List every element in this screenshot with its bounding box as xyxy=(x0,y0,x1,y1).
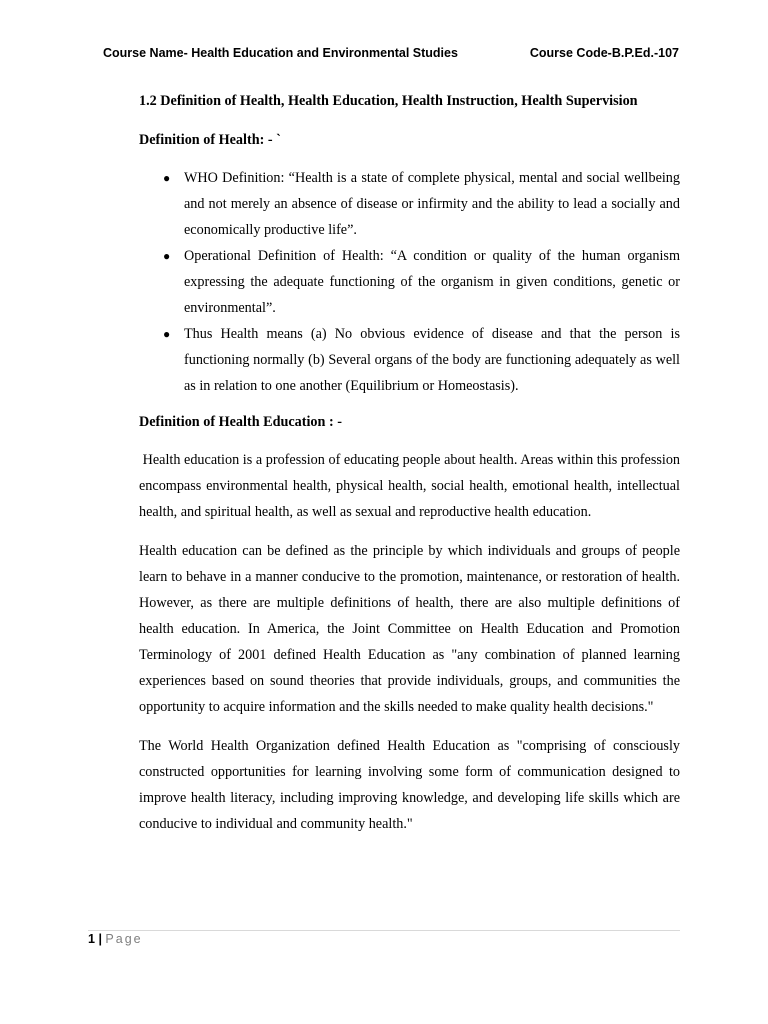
document-body xyxy=(139,88,684,850)
page-footer xyxy=(88,932,143,946)
list-item xyxy=(163,243,680,321)
footer-divider xyxy=(88,930,680,931)
bullet-icon: ● xyxy=(163,327,171,341)
paragraph: Health education can be defined as the principle by which individuals and groups of people learn to behave in a manner conducive to the promotion, maintenance, or restoration of health. However, as there are multiple definitions of health, there are also multiple definitions of health education. In America, the Joint Committee on Health Education and Promotion Terminology of 2001 defined Health Education as "any combination of planned learning experiences based on sound theories that provide individuals, groups, and communities the opportunity to acquire information and the skills needed to make quality health decisions." xyxy=(139,543,680,715)
section-title: 1.2 Definition of Health, Health Education, Health Instruction, Health Supervision xyxy=(139,93,638,109)
health-education-heading: Definition of Health Education : - xyxy=(139,414,342,430)
health-definition-heading: Definition of Health: - ` xyxy=(139,132,281,148)
page-separator: | xyxy=(98,932,102,946)
page-header xyxy=(103,46,679,60)
page-label: Page xyxy=(105,932,143,946)
list-item xyxy=(163,165,680,243)
page-number: 1 xyxy=(88,932,95,946)
bullet-icon: ● xyxy=(163,249,171,263)
list-item xyxy=(163,321,680,399)
course-code: Course Code-B.P.Ed.-107 xyxy=(529,46,679,60)
bullet-text: Operational Definition of Health: “A condition or quality of the human organism expressing the adequate functioning of the organism in given conditions, genetic or environmental”. xyxy=(184,248,680,316)
paragraph: The World Health Organization defined Health Education as "comprising of consciously constructed opportunities for learning involving some form of communication designed to improve health literacy, including improving knowledge, and developing life skills which are conducive to individual and community health." xyxy=(139,738,680,832)
course-name: Course Name- Health Education and Environmental Studies xyxy=(103,46,458,60)
bullet-text: WHO Definition: “Health is a state of complete physical, mental and social wellbeing and not merely an absence of disease or infirmity and the ability to lead a socially and economically productive life”. xyxy=(184,170,680,238)
bullet-text: Thus Health means (a) No obvious evidence of disease and that the person is functioning normally (b) Several organs of the body are functioning adequately as well as in relation to one another (Equilibrium or Homeostasis). xyxy=(184,326,680,394)
paragraph: Health education is a profession of educating people about health. Areas within this profession encompass environmental health, physical health, social health, emotional health, intellectual health, and spiritual health, as well as sexual and reproductive health education. xyxy=(139,452,684,520)
health-definition-list xyxy=(139,165,680,399)
bullet-icon: ● xyxy=(163,171,171,185)
